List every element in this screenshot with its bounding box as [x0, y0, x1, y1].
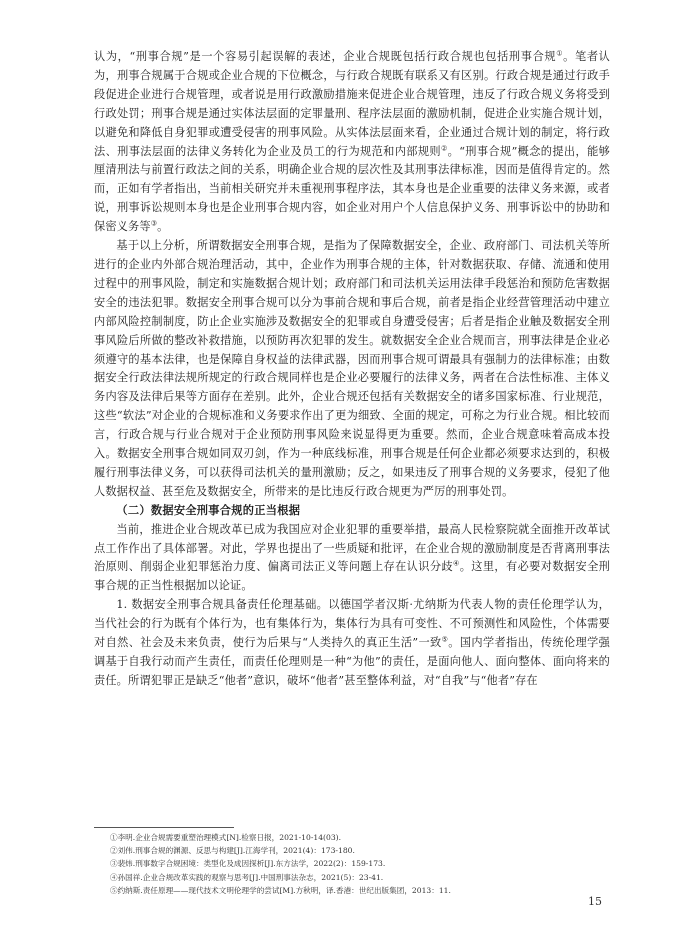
footnote-ref-5: ⑤: [441, 635, 449, 644]
paragraph-3-text-b: 。这里，有必要对数据安全刑事合规的正当性根据加以论证。: [94, 560, 610, 593]
footnote-5: ⑤约纳斯.责任原理——现代技术文明伦理学的尝试[M].方秋明，译.香港：世纪出版集团，2013：11.: [110, 885, 451, 895]
paragraph-1-text-b: 。笔者认为，刑事合规属于合规或企业合规的下位概念，与行政合规既有联系又有区别。行政合规是通过行政手段促进企业进行合规管理，或者说是用行政激励措施来促进企业合规管理，违反了行政合规义务将受到行政处罚；刑事合规是通过实体法层面的定罪量刑、程序法层面的激励机制，促进企业实施合规计划，以避免和降低自身犯罪或遭受侵害的刑事风险。从实体法层面来看，企业通过合规计划的制定，将行政法、刑事法层面的法律义务转化为企业及员工的行为规范和内部规则: [94, 50, 610, 158]
footnote-ref-2: ②: [440, 143, 448, 152]
footnote-4: ④孙国祥.企业合规改革实践的观察与思考[J].中国刑事法杂志，2021(5)：23-41.: [110, 872, 384, 882]
page-number: 15: [588, 895, 602, 908]
footnote-ref-1: ①: [556, 49, 564, 58]
paragraph-1-text-c: 。“刑事合规”概念的提出，能够厘清刑法与前置行政法之间的关系，明确企业合规的层次性及其刑事法律标准，因而是值得肯定的。然而，正如有学者指出，当前相关研究并未重视刑事程序法，其本身也是企业重要的法律义务来源，或者说，刑事诉讼规则本身也是企业刑事合规内容，如企业对用户个人信息保护义务、刑事诉讼中的协助和保密义务等: [94, 144, 610, 234]
paragraph-3: [94, 521, 610, 597]
paragraph-3-text-a: 当前，推进企业合规改革已成为我国应对企业犯罪的重要举措，最高人民检察院就全面推开改革试点工作作出了具体部署。对此，学界也提出了一些质疑和批评，在企业合规的激励制度是否背离刑事法治原则、削弱企业犯罪惩治力度、偏离司法正义等问题上存在认识分歧: [94, 522, 610, 574]
footnote-separator: [94, 827, 234, 828]
section-heading: （二）数据安全刑事合规的正当根据: [116, 503, 301, 517]
paragraph-4: [94, 596, 610, 691]
paragraph-1: [94, 48, 610, 237]
footnote-ref-3: ③: [150, 219, 158, 228]
paragraph-4-text-a: 1. 数据安全刑事合规具备责任伦理基础。以德国学者汉斯·尤纳斯为代表人物的责任伦理学认为，当代社会的行为既有个体行为，也有集体行为，集体行为具有可变性、不可预测性和风险性，个体需要对自然、社会及未来负责，使行为后果与“人类持久的真正生活”一致: [94, 598, 610, 650]
footnotes: [110, 831, 610, 897]
footnote-2: ②刘伟.刑事合规的渊源、反思与构建[J].江海学刊，2021(4)：173-180.: [110, 846, 355, 856]
body-text: [94, 48, 610, 691]
paragraph-1-text-d: 。: [157, 220, 169, 234]
paragraph-4-text-b: 。国内学者指出，传统伦理学强调基于自我行动而产生责任，而责任伦理则是一种“为他”的责任，是面向他人、面向整体、面向将来的责任。所谓犯罪正是缺乏“他者”意识，破坏“他者”甚至整体利益，对“自我”与“他者”存在: [94, 636, 610, 687]
paragraph-1-text-a: 认为，“刑事合规”是一个容易引起误解的表述，企业合规既包括行政合规也包括刑事合规: [94, 50, 557, 63]
footnote-3: ③裴炜.刑事数字合规困境：类型化及成因探析[J].东方法学，2022(2)：159-173.: [110, 859, 386, 869]
footnote-ref-4: ④: [453, 559, 460, 568]
paragraph-2: 基于以上分析，所谓数据安全刑事合规，是指为了保障数据安全，企业、政府部门、司法机关等所进行的企业内外部合规治理活动，其中，企业作为刑事合规的主体，针对数据获取、存储、流通和使用过程中的刑事风险，制定和实施数据合规计划；政府部门和司法机关运用法律手段惩治和预防危害数据安全的违法犯罪。数据安全刑事合规可以分为事前合规和事后合规，前者是指企业经营管理活动中建立内部风险控制制度，防止企业实施涉及数据安全的犯罪或自身遭受侵害；后者是指企业触及数据安全刑事风险后所做的整改补救措施，以预防再次犯罪的发生。就数据安全企业合规而言，刑事法律是企业必须遵守的基本法律，也是保障自身权益的法律武器，因而刑事合规可谓最具有强制力的法律标准；由数据安全行政法律法规所规定的行政合规同样也是企业必要履行的法律义务，两者在合法性标准、主体义务内容及法律后果等方面存在差别。此外，企业合规还包括有关数据安全的诸多国家标准、行业规范，这些“软法”对企业的合规标准和义务要求作出了更为细致、全面的规定，可称之为行业合规。相比较而言，行政合规与行业合规对于企业预防刑事风险来说显得更为重要。然而，企业合规意味着高成本投入。数据安全刑事合规如同双刃剑，作为一种底线标准，刑事合规是任何企业都必须要求达到的，积极履行刑事法律义务，可以获得司法机关的量刑激励；反之，如果违反了刑事合规的义务要求，侵犯了他人数据权益、甚至危及数据安全，所带来的是比违反行政合规更为严厉的刑事处罚。: [94, 239, 610, 498]
footnote-1: ①李明.企业合规需要重塑治理模式[N].检察日报，2021-10-14(03).: [110, 833, 342, 842]
